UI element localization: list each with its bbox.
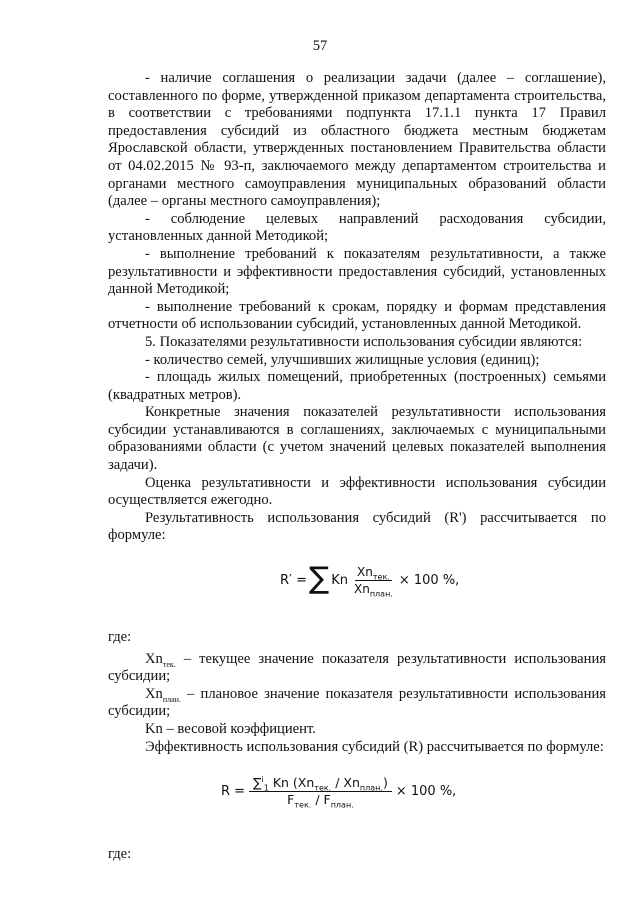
formula-effectiveness-sum-lower: 1 — [263, 783, 269, 793]
definition-term: Xn — [145, 685, 163, 702]
paragraph-assessment: Оценка результативности и эффективности использования субсидии осуществляется ежегодно. — [108, 474, 606, 509]
formula-effectiveness-num-close: ) — [382, 775, 388, 791]
definition-current-value — [108, 651, 606, 686]
definition-text: – плановое значение показателя результативности использования субсидии; — [108, 685, 606, 720]
paragraph-indicator-values: Конкретные значения показателей результативности использования субсидии устанавливаются в соглашениях, заключаемых с муниципальными образованиями области (с учетом значений целевых показателей выполнения задачи). — [108, 404, 606, 474]
paragraph-reporting-requirements: - выполнение требований к срокам, порядку и формам представления отчетности об использовании субсидий, установленных данной Методикой. — [108, 298, 606, 333]
formula-effectiveness-num-sub1: тек. — [314, 783, 332, 793]
formula-effectiveness-tail: × 100 %, — [395, 783, 457, 799]
definition-term: Xn — [145, 650, 163, 667]
formula-effectiveness-den-a: F — [287, 792, 295, 808]
formula-result-lhs: R′ = — [280, 572, 308, 588]
where-label-1: где: — [108, 629, 132, 646]
definition-weight: Kn – весовой коэффициент. — [145, 721, 316, 737]
document-body — [108, 70, 606, 864]
paragraph-agreement: - наличие соглашения о реализации задачи (далее – соглашение), составленного по форме, утвержденной приказом департамента строительства, в соответствии с требованиями подпункта 17.1.1 пункта 17 Правил предоставления субсидий из областного бюджета местным бюджетам Ярославской области, утвержденных постановлением Правительства области от 04.02.2015 № 93-п, заключаемого между департаментом строительства и органами местного самоуправления муниципальных образований области (далее – органы местного самоуправления); — [108, 70, 606, 210]
formula-effectiveness-den-sub1: тек. — [294, 800, 312, 810]
formula-result-den: Xn — [354, 582, 370, 597]
formula-effectiveness-sum-upper: i — [261, 775, 264, 785]
paragraph-target-directions: - соблюдение целевых направлений расходования субсидии, установленных данной Методикой; — [108, 210, 606, 245]
formula-result-tail: × 100 %, — [398, 572, 460, 588]
formula-result-coef: Kn — [331, 572, 348, 588]
formula-effectiveness-num-a: Kn (Xn — [272, 775, 315, 791]
formula-effectiveness-sum-sign: ∑ — [253, 775, 262, 791]
formula-result-num-sub: тек. — [372, 572, 390, 582]
paragraph-result-formula-intro: Результативность использования субсидий (R') рассчитывается по формуле: — [108, 509, 606, 544]
formula-result-num: Xn — [357, 565, 373, 580]
formula-result-sum-sign: ∑ — [309, 560, 330, 596]
formula-effectiveness-lhs: R = — [221, 783, 246, 799]
formula-result-fraction — [352, 565, 395, 599]
definition-text: – текущее значение показателя результативности использования субсидии; — [108, 650, 606, 685]
formula-effectiveness — [108, 766, 606, 836]
where-label-2: где: — [108, 846, 132, 863]
definition-planned-value — [108, 686, 606, 721]
definition-term-sub: план. — [162, 694, 181, 704]
paragraph-families-count: - количество семей, улучшивших жилищные условия (единиц); — [145, 351, 540, 368]
formula-effectiveness-num-b: / Xn — [331, 775, 360, 791]
formula-effectiveness-fraction — [249, 775, 392, 810]
paragraph-living-area: - площадь жилых помещений, приобретенных (построенных) семьями (квадратных метров). — [108, 369, 606, 403]
formula-effectiveness-num-sub2: план. — [359, 783, 383, 793]
formula-effectiveness-den-b: / F — [311, 792, 331, 808]
formula-effectiveness-den-sub2: план. — [330, 800, 354, 810]
definition-term-sub: тек. — [162, 659, 176, 669]
paragraph-performance-requirements: - выполнение требований к показателям результативности, а также результативности и эффективности предоставления субсидий, установленных данной Методикой; — [108, 245, 606, 298]
page-number: 57 — [312, 38, 328, 54]
formula-result-den-sub: план. — [369, 589, 393, 599]
paragraph-effectiveness-formula-intro: Эффективность использования субсидий (R) рассчитывается по формуле: — [145, 738, 604, 755]
paragraph-indicators-heading: 5. Показателями результативности использования субсидии являются: — [145, 333, 583, 350]
formula-result — [108, 551, 606, 619]
